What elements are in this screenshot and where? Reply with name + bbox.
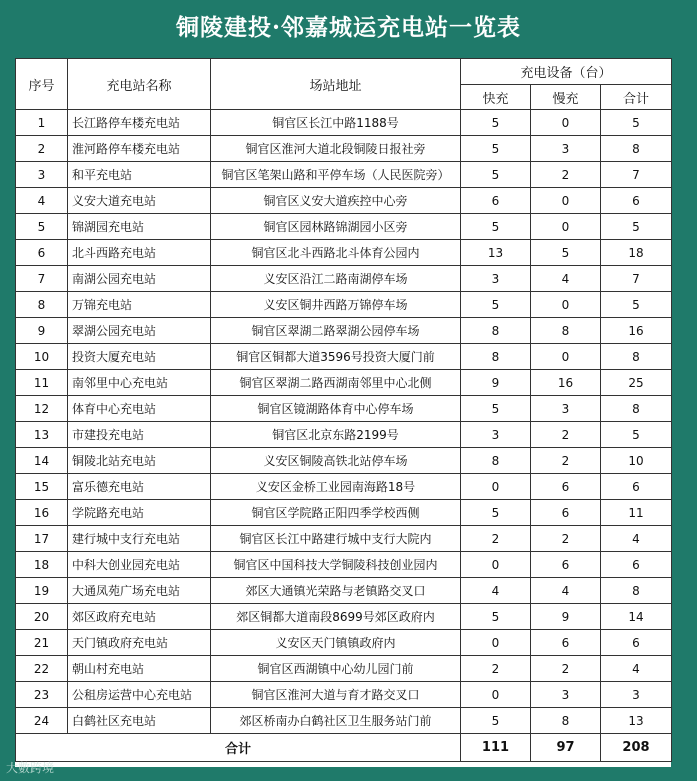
- cell-fast: 5: [461, 500, 531, 526]
- cell-slow: 2: [531, 448, 601, 474]
- stations-table-container: [15, 58, 671, 767]
- cell-slow: 3: [531, 682, 601, 708]
- cell-fast: 5: [461, 708, 531, 734]
- cell-fast: 5: [461, 162, 531, 188]
- cell-fast: 2: [461, 656, 531, 682]
- table-row: [16, 474, 672, 500]
- cell-slow: 4: [531, 266, 601, 292]
- cell-address: 铜官区中国科技大学铜陵科技创业园内: [211, 552, 461, 578]
- table-row: [16, 240, 672, 266]
- cell-seq: 8: [16, 292, 68, 318]
- cell-fast: 5: [461, 292, 531, 318]
- cell-fast: 5: [461, 604, 531, 630]
- cell-seq: 21: [16, 630, 68, 656]
- cell-slow: 8: [531, 708, 601, 734]
- cell-name: 锦湖园充电站: [68, 214, 211, 240]
- cell-name: 市建投充电站: [68, 422, 211, 448]
- table-row: [16, 682, 672, 708]
- cell-address: 义安区沿江二路南湖停车场: [211, 266, 461, 292]
- cell-name: 学院路充电站: [68, 500, 211, 526]
- table-footer: [16, 734, 672, 762]
- cell-total: 6: [601, 474, 672, 500]
- cell-fast: 5: [461, 110, 531, 136]
- cell-address: 铜官区淮河大道与育才路交叉口: [211, 682, 461, 708]
- cell-seq: 24: [16, 708, 68, 734]
- header-slow: 慢充: [531, 85, 601, 110]
- cell-seq: 2: [16, 136, 68, 162]
- cell-slow: 0: [531, 214, 601, 240]
- cell-slow: 2: [531, 422, 601, 448]
- cell-slow: 6: [531, 552, 601, 578]
- cell-address: 铜官区翠湖二路翠湖公园停车场: [211, 318, 461, 344]
- cell-address: 郊区桥南办白鹤社区卫生服务站门前: [211, 708, 461, 734]
- cell-name: 义安大道充电站: [68, 188, 211, 214]
- cell-name: 中科大创业园充电站: [68, 552, 211, 578]
- cell-total: 5: [601, 110, 672, 136]
- cell-slow: 0: [531, 188, 601, 214]
- cell-slow: 3: [531, 136, 601, 162]
- cell-fast: 5: [461, 396, 531, 422]
- cell-address: 义安区金桥工业园南海路18号: [211, 474, 461, 500]
- cell-fast: 9: [461, 370, 531, 396]
- cell-seq: 16: [16, 500, 68, 526]
- table-row: [16, 214, 672, 240]
- table-row: [16, 448, 672, 474]
- cell-address: 铜官区笔架山路和平停车场（人民医院旁）: [211, 162, 461, 188]
- cell-total: 18: [601, 240, 672, 266]
- table-row: [16, 422, 672, 448]
- cell-slow: 0: [531, 344, 601, 370]
- cell-slow: 0: [531, 110, 601, 136]
- footer-slow: 97: [531, 734, 601, 762]
- cell-address: 铜官区淮河大道北段铜陵日报社旁: [211, 136, 461, 162]
- cell-name: 万锦充电站: [68, 292, 211, 318]
- cell-total: 14: [601, 604, 672, 630]
- cell-total: 3: [601, 682, 672, 708]
- cell-fast: 4: [461, 578, 531, 604]
- cell-seq: 17: [16, 526, 68, 552]
- cell-fast: 0: [461, 630, 531, 656]
- cell-seq: 13: [16, 422, 68, 448]
- cell-address: 郊区铜都大道南段8699号郊区政府内: [211, 604, 461, 630]
- cell-name: 朝山村充电站: [68, 656, 211, 682]
- cell-seq: 20: [16, 604, 68, 630]
- cell-fast: 0: [461, 552, 531, 578]
- cell-address: 铜官区北斗西路北斗体育公园内: [211, 240, 461, 266]
- cell-fast: 5: [461, 136, 531, 162]
- table-row: [16, 656, 672, 682]
- cell-fast: 5: [461, 214, 531, 240]
- cell-total: 8: [601, 578, 672, 604]
- table-row: [16, 292, 672, 318]
- cell-name: 北斗西路充电站: [68, 240, 211, 266]
- table-row: [16, 526, 672, 552]
- cell-address: 铜官区长江中路1188号: [211, 110, 461, 136]
- cell-name: 富乐德充电站: [68, 474, 211, 500]
- table-row: [16, 110, 672, 136]
- cell-fast: 3: [461, 266, 531, 292]
- cell-name: 和平充电站: [68, 162, 211, 188]
- footer-total: 208: [601, 734, 672, 762]
- cell-total: 4: [601, 656, 672, 682]
- table-row: [16, 344, 672, 370]
- cell-fast: 3: [461, 422, 531, 448]
- cell-total: 6: [601, 552, 672, 578]
- cell-seq: 5: [16, 214, 68, 240]
- header-total: 合计: [601, 85, 672, 110]
- cell-seq: 6: [16, 240, 68, 266]
- cell-seq: 10: [16, 344, 68, 370]
- table-row: [16, 396, 672, 422]
- table-header: [16, 59, 672, 110]
- table-row: [16, 500, 672, 526]
- cell-total: 8: [601, 344, 672, 370]
- footer-label: 合计: [16, 734, 461, 762]
- cell-slow: 6: [531, 474, 601, 500]
- cell-name: 淮河路停车楼充电站: [68, 136, 211, 162]
- page-title: 铜陵建投·邻嘉城运充电站一览表: [175, 14, 521, 41]
- cell-name: 南湖公园充电站: [68, 266, 211, 292]
- cell-fast: 8: [461, 318, 531, 344]
- cell-address: 铜官区翠湖二路西湖南邻里中心北侧: [211, 370, 461, 396]
- cell-total: 4: [601, 526, 672, 552]
- cell-total: 8: [601, 396, 672, 422]
- cell-name: 白鹤社区充电站: [68, 708, 211, 734]
- cell-total: 11: [601, 500, 672, 526]
- header-equipment: 充电设备（台）: [461, 59, 672, 85]
- cell-slow: 16: [531, 370, 601, 396]
- cell-slow: 0: [531, 292, 601, 318]
- cell-address: 铜官区长江中路建行城中支行大院内: [211, 526, 461, 552]
- cell-address: 铜官区铜都大道3596号投资大厦门前: [211, 344, 461, 370]
- footer-fast: 111: [461, 734, 531, 762]
- cell-fast: 0: [461, 474, 531, 500]
- table-row: [16, 188, 672, 214]
- table-row: [16, 708, 672, 734]
- table-row: [16, 266, 672, 292]
- cell-name: 郊区政府充电站: [68, 604, 211, 630]
- cell-seq: 11: [16, 370, 68, 396]
- cell-name: 公租房运营中心充电站: [68, 682, 211, 708]
- table-row: [16, 630, 672, 656]
- cell-seq: 23: [16, 682, 68, 708]
- cell-fast: 6: [461, 188, 531, 214]
- cell-fast: 8: [461, 344, 531, 370]
- header-name: 充电站名称: [68, 59, 211, 110]
- cell-total: 7: [601, 162, 672, 188]
- cell-address: 铜官区西湖镇中心幼儿园门前: [211, 656, 461, 682]
- cell-total: 5: [601, 214, 672, 240]
- cell-total: 13: [601, 708, 672, 734]
- header-address: 场站地址: [211, 59, 461, 110]
- cell-seq: 14: [16, 448, 68, 474]
- cell-seq: 9: [16, 318, 68, 344]
- cell-address: 铜官区义安大道疾控中心旁: [211, 188, 461, 214]
- cell-total: 7: [601, 266, 672, 292]
- cell-name: 体育中心充电站: [68, 396, 211, 422]
- table-row: [16, 136, 672, 162]
- cell-seq: 4: [16, 188, 68, 214]
- watermark: 大數跨境: [6, 761, 55, 775]
- cell-total: 5: [601, 292, 672, 318]
- cell-address: 铜官区学院路正阳四季学校西侧: [211, 500, 461, 526]
- cell-seq: 15: [16, 474, 68, 500]
- table-row: [16, 370, 672, 396]
- header-fast: 快充: [461, 85, 531, 110]
- cell-seq: 1: [16, 110, 68, 136]
- table-row: [16, 604, 672, 630]
- cell-name: 长江路停车楼充电站: [68, 110, 211, 136]
- cell-total: 25: [601, 370, 672, 396]
- cell-address: 铜官区北京东路2199号: [211, 422, 461, 448]
- cell-name: 天门镇政府充电站: [68, 630, 211, 656]
- cell-seq: 7: [16, 266, 68, 292]
- stations-table: [15, 58, 672, 762]
- cell-address: 义安区铜井西路万锦停车场: [211, 292, 461, 318]
- cell-name: 建行城中支行充电站: [68, 526, 211, 552]
- cell-slow: 3: [531, 396, 601, 422]
- cell-fast: 0: [461, 682, 531, 708]
- cell-slow: 5: [531, 240, 601, 266]
- cell-total: 10: [601, 448, 672, 474]
- cell-name: 投资大厦充电站: [68, 344, 211, 370]
- cell-address: 义安区铜陵高铁北站停车场: [211, 448, 461, 474]
- cell-fast: 8: [461, 448, 531, 474]
- cell-total: 5: [601, 422, 672, 448]
- cell-total: 16: [601, 318, 672, 344]
- cell-name: 翠湖公园充电站: [68, 318, 211, 344]
- cell-total: 6: [601, 188, 672, 214]
- cell-address: 义安区天门镇镇政府内: [211, 630, 461, 656]
- table-row: [16, 318, 672, 344]
- table-body: [16, 110, 672, 734]
- cell-seq: 3: [16, 162, 68, 188]
- table-row: [16, 552, 672, 578]
- table-row: [16, 578, 672, 604]
- cell-name: 铜陵北站充电站: [68, 448, 211, 474]
- cell-seq: 19: [16, 578, 68, 604]
- cell-slow: 2: [531, 526, 601, 552]
- cell-address: 铜官区镜湖路体育中心停车场: [211, 396, 461, 422]
- header-seq: 序号: [16, 59, 68, 110]
- cell-name: 大通凤苑广场充电站: [68, 578, 211, 604]
- cell-slow: 9: [531, 604, 601, 630]
- cell-name: 南邻里中心充电站: [68, 370, 211, 396]
- cell-seq: 18: [16, 552, 68, 578]
- cell-address: 郊区大通镇光荣路与老镇路交叉口: [211, 578, 461, 604]
- cell-fast: 2: [461, 526, 531, 552]
- cell-total: 6: [601, 630, 672, 656]
- cell-seq: 22: [16, 656, 68, 682]
- cell-slow: 2: [531, 656, 601, 682]
- cell-address: 铜官区园林路锦湖园小区旁: [211, 214, 461, 240]
- cell-total: 8: [601, 136, 672, 162]
- cell-slow: 8: [531, 318, 601, 344]
- cell-slow: 6: [531, 500, 601, 526]
- cell-seq: 12: [16, 396, 68, 422]
- cell-slow: 4: [531, 578, 601, 604]
- cell-slow: 2: [531, 162, 601, 188]
- cell-fast: 13: [461, 240, 531, 266]
- cell-slow: 6: [531, 630, 601, 656]
- table-row: [16, 162, 672, 188]
